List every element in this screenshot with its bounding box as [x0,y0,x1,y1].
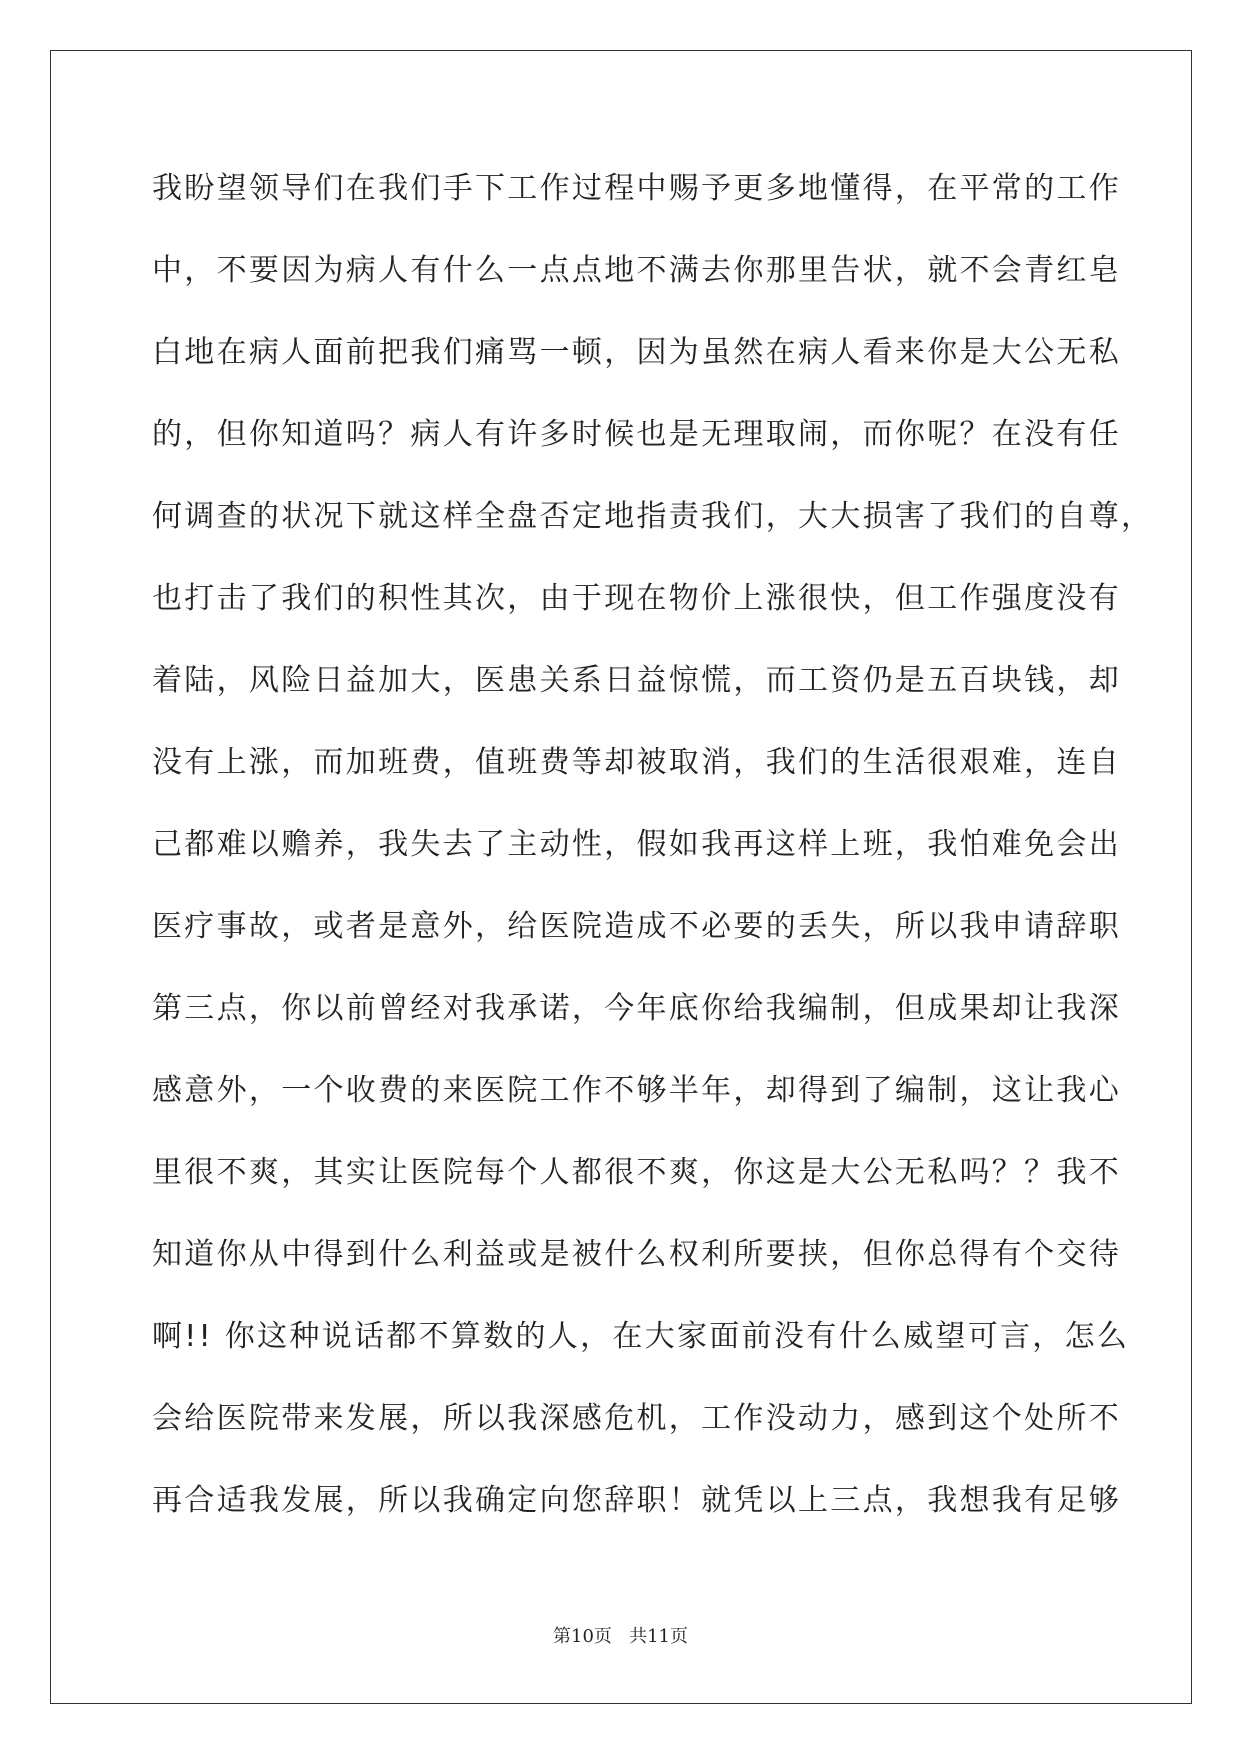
text-line: 知道你从中得到什么利益或是被什么权利所要挟，但你总得有个交待 [152,1237,1121,1272]
text-line: 中，不要因为病人有什么一点点地不满去你那里告状，就不会青红皂 [152,253,1121,288]
text-line: 何调查的状况下就这样全盘否定地指责我们，大大损害了我们的自尊， [152,499,1154,534]
text-line: 己都难以赡养，我失去了主动性，假如我再这样上班，我怕难免会出 [152,827,1121,862]
text-line: 感意外，一个收费的来医院工作不够半年，却得到了编制，这让我心 [152,1073,1121,1108]
document-body [152,163,1154,1557]
page-number-footer: 第10页 共11页 [553,1626,688,1647]
text-line: 第三点，你以前曾经对我承诺，今年底你给我编制，但成果却让我深 [152,991,1121,1026]
text-line: 我盼望领导们在我们手下工作过程中赐予更多地懂得，在平常的工作 [152,171,1121,206]
text-line: 也打击了我们的积性其次，由于现在物价上涨很快，但工作强度没有 [152,581,1121,616]
text-line: 里很不爽，其实让医院每个人都很不爽，你这是大公无私吗？？我不 [152,1155,1121,1190]
text-line: 着陆，风险日益加大，医患关系日益惊慌，而工资仍是五百块钱，却 [152,663,1121,698]
text-line: 医疗事故，或者是意外，给医院造成不必要的丢失，所以我申请辞职 [152,909,1121,944]
text-line: 白地在病人面前把我们痛骂一顿，因为虽然在病人看来你是大公无私 [152,335,1121,370]
text-line: 啊!! 你这种说话都不算数的人，在大家面前没有什么威望可言，怎么 [152,1319,1130,1354]
text-line: 的，但你知道吗？病人有许多时候也是无理取闹，而你呢？在没有任 [152,417,1121,452]
text-line: 没有上涨，而加班费，值班费等却被取消，我们的生活很艰难，连自 [152,745,1121,780]
text-line: 会给医院带来发展，所以我深感危机，工作没动力，感到这个处所不 [152,1401,1121,1436]
text-line: 再合适我发展，所以我确定向您辞职！就凭以上三点，我想我有足够 [152,1483,1121,1518]
